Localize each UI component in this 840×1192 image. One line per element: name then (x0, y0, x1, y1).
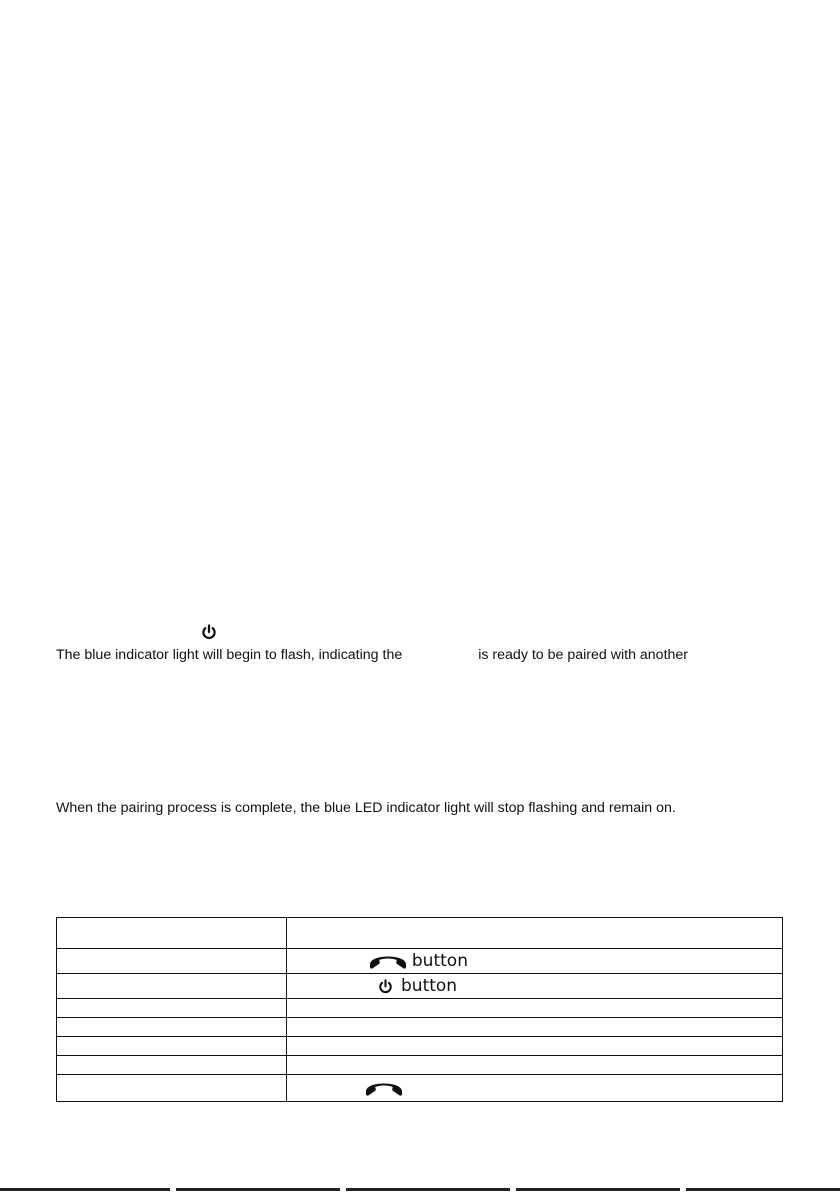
table-cell (57, 974, 287, 999)
table-row (57, 1075, 783, 1102)
button-word: button (401, 976, 458, 996)
power-icon (378, 979, 393, 994)
instruction-text-after: is ready to be paired with another (478, 647, 689, 663)
table-cell (287, 974, 783, 999)
table-cell (287, 949, 783, 974)
pairing-instruction-line (56, 646, 688, 664)
table-cell (287, 1075, 783, 1102)
table-row (57, 1018, 783, 1037)
phone-handset-icon (368, 952, 408, 970)
table-cell (57, 1075, 287, 1102)
table-cell (287, 1037, 783, 1056)
table-cell (57, 918, 287, 949)
table-cell (57, 1037, 287, 1056)
table-row (57, 918, 783, 949)
pairing-complete-line: When the pairing process is complete, the blue LED indicator light will stop flashing and remain on. (56, 800, 676, 816)
button-word: button (411, 951, 468, 971)
rule-segment (516, 1188, 680, 1191)
power-icon (201, 624, 217, 640)
table-cell (57, 949, 287, 974)
table-cell (287, 999, 783, 1018)
rule-segment (176, 1188, 340, 1191)
table-row (57, 1037, 783, 1056)
table-cell (287, 1056, 783, 1075)
rule-segment (686, 1188, 840, 1191)
table-row (57, 999, 783, 1018)
phone-handset-icon (364, 1079, 404, 1097)
table-row (57, 974, 783, 999)
table-row (57, 1056, 783, 1075)
instruction-text-before: The blue indicator light will begin to flash, indicating the (56, 647, 403, 663)
table-cell (57, 999, 287, 1018)
rule-segment (346, 1188, 510, 1191)
function-table (56, 917, 783, 1102)
table-cell (287, 918, 783, 949)
table-cell (57, 1056, 287, 1075)
page-bottom-rule (0, 1188, 840, 1192)
table-cell (57, 1018, 287, 1037)
table-row (57, 949, 783, 974)
table-cell (287, 1018, 783, 1037)
rule-segment (0, 1188, 170, 1191)
